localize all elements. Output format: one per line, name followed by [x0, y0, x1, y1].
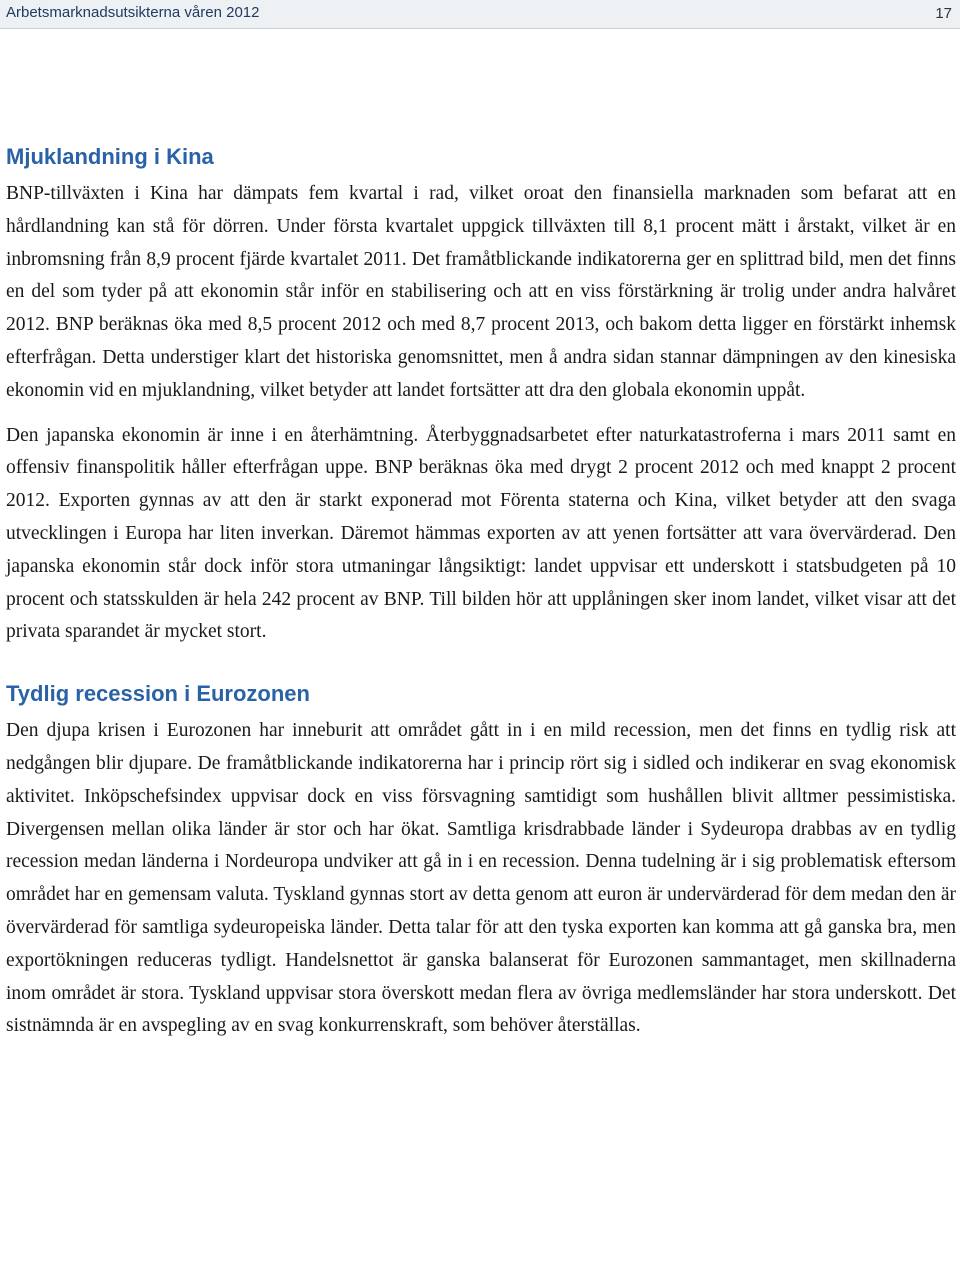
section-heading-eurozone: Tydlig recession i Eurozonen [6, 681, 310, 707]
page-number: 17 [935, 5, 952, 22]
document-title: Arbetsmarknadsutsikterna våren 2012 [6, 4, 260, 21]
running-header [0, 0, 960, 29]
paragraph-eurozone: Den djupa krisen i Eurozonen har inneburit att området gått in i en mild recession, men det finns en tydlig risk att nedgången blir djupare. De framåtblickande indikatorerna har i princip rört sig i sidled och indikerar en svag ekonomisk aktivitet. Inköpschefsindex uppvisar dock en viss försvagning samtidigt som hushållen blivit alltmer pessimistiska. Divergensen mellan olika länder är stor och har ökat. Samtliga krisdrabbade länder i Sydeuropa drabbas av en tydlig recession medan länderna i Nordeuropa undviker att gå in i en recession. Denna tudelning är i sig problematisk eftersom området har en gemensam valuta. Tyskland gynnas stort av detta genom att euron är undervärderad för dem medan den är övervärderad för samtliga sydeuropeiska länder. Detta talar för att den tyska exporten kan komma att gå ganska bra, men exportökningen reduceras tydligt. Handelsnettot är ganska balanserat för Eurozonen sammantaget, men skillnaderna inom området är stora. Tyskland uppvisar stora överskott medan flera av övriga medlemsländer har stora underskott. Det sistnämnda är en avspegling av en svag konkurrenskraft, som behöver återställas. [6, 720, 956, 1037]
paragraph-china: BNP-tillväxten i Kina har dämpats fem kvartal i rad, vilket oroat den finansiella marknaden som befarat att en hårdlandning kan stå för dörren. Under första kvartalet uppgick tillväxten till 8,1 procent mätt i årstakt, vilket är en inbromsning från 8,9 procent fjärde kvartalet 2011. Det framåtblickande indikatorerna ger en splittrad bild, men det finns en del som tyder på att ekonomin står inför en stabilisering och att en viss förstärkning är trolig under andra halvåret 2012. BNP beräknas öka med 8,5 procent 2012 och med 8,7 procent 2013, och bakom detta ligger en förstärkt inhemsk efterfrågan. Detta understiger klart det historiska genomsnittet, men å andra sidan stannar dämpningen av den kinesiska ekonomin vid en mjuklandning, vilket betyder att landet fortsätter att dra den globala ekonomin uppåt. [6, 183, 956, 401]
paragraph-japan: Den japanska ekonomin är inne i en återhämtning. Återbyggnadsarbetet efter naturkatastroferna i mars 2011 samt en offensiv finanspolitik håller efterfrågan uppe. BNP beräknas öka med drygt 2 procent 2012 och med knappt 2 procent 2012. Exporten gynnas av att den är starkt exponerad mot Förenta staterna och Kina, vilket betyder att den svaga utvecklingen i Europa har liten inverkan. Däremot hämmas exporten av att yenen fortsätter att vara övervärderad. Den japanska ekonomin står dock inför stora utmaningar långsiktigt: landet uppvisar ett underskott i statsbudgeten på 10 procent och statsskulden är hela 242 procent av BNP. Till bilden hör att upplåningen sker inom landet, vilket visar att det privata sparandet är mycket stort. [6, 424, 956, 643]
page-body [6, 140, 956, 1043]
section-heading-china: Mjuklandning i Kina [6, 144, 214, 169]
